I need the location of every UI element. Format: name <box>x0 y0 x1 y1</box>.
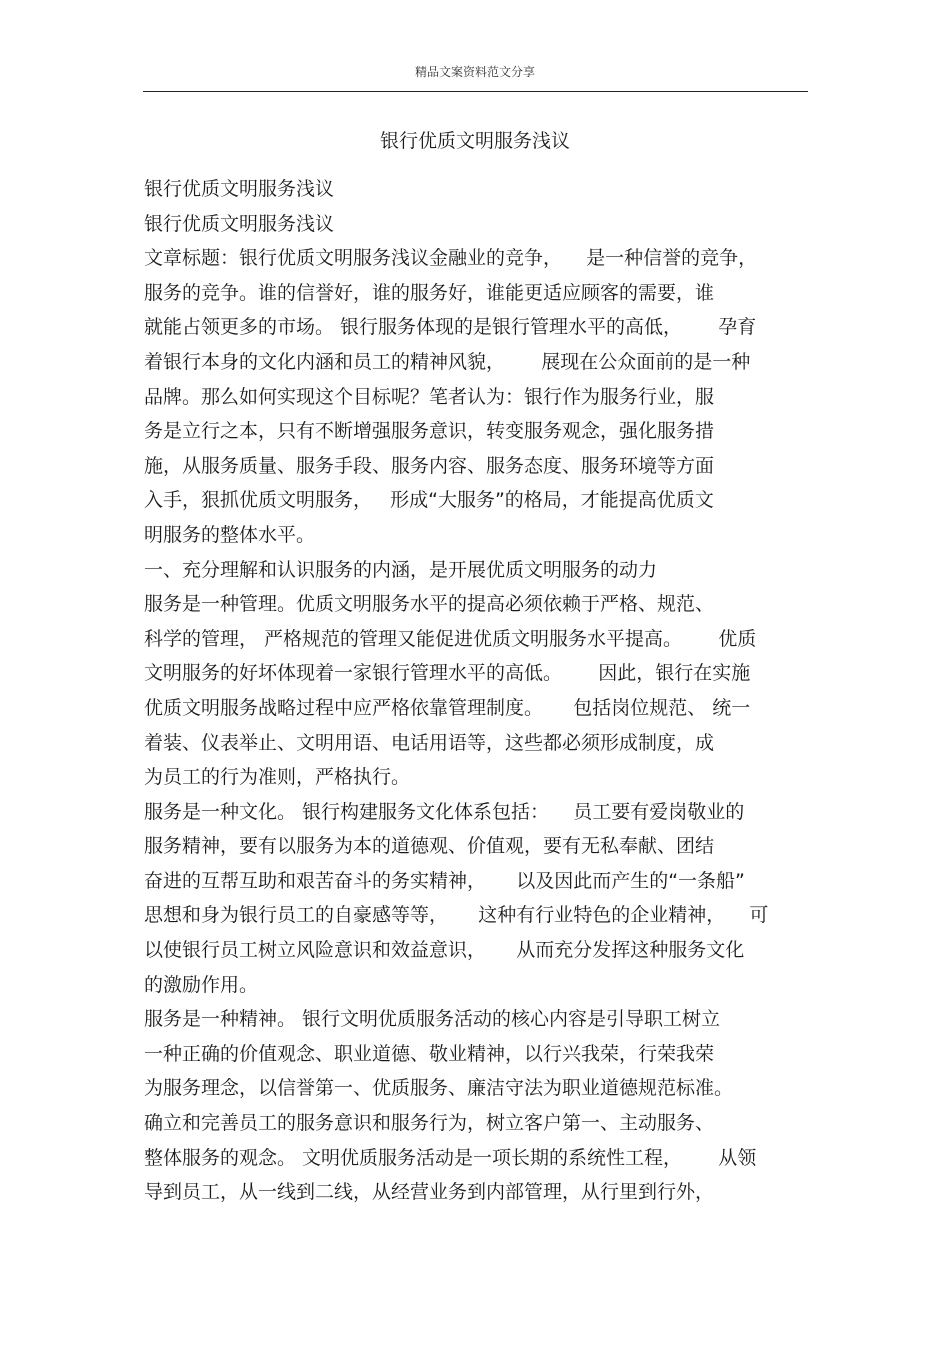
body-line: 以使银行员工树立风险意识和效益意识， 从而充分发挥这种服务文化 <box>144 939 745 962</box>
body-line: 的激励作用。 <box>144 973 259 996</box>
header-divider <box>143 91 808 92</box>
body-line: 为服务理念，以信誉第一、优质服务、廉洁守法为职业道德规范标准。 <box>144 1077 734 1100</box>
body-line: 一种正确的价值观念、职业道德、敬业精神，以行兴我荣，行荣我荣 <box>144 1042 715 1065</box>
body-line: 整体服务的观念。 文明优质服务活动是一项长期的系统性工程， 从领 <box>144 1146 757 1169</box>
body-line: 文明服务的好坏体现着一家银行管理水平的高低。 因此，银行在实施 <box>144 662 751 685</box>
body-line: 品牌。那么如何实现这个目标呢？笔者认为：银行作为服务行业，服 <box>144 385 715 408</box>
body-line: 导到员工，从一线到二线，从经营业务到内部管理，从行里到行外， <box>144 1181 715 1204</box>
body-line: 着装、仪表举止、文明用语、电话用语等，这些都必须形成制度，成 <box>144 731 715 754</box>
section-heading: 一、充分理解和认识服务的内涵，是开展优质文明服务的动力 <box>144 558 658 581</box>
body-line: 施，从服务质量、服务手段、服务内容、服务态度、服务环境等方面 <box>144 454 715 477</box>
document-title: 银行优质文明服务浅议 <box>379 130 570 152</box>
body-line: 服务精神，要有以服务为本的道德观、价值观，要有无私奉献、团结 <box>144 835 715 858</box>
body-line: 优质文明服务战略过程中应严格依靠管理制度。 包括岗位规范、 统一 <box>144 696 751 719</box>
page-header: 精品文案资料范文分享 <box>414 65 535 79</box>
body-line: 服务是一种文化。 银行构建服务文化体系包括： 员工要有爱岗敬业的 <box>144 800 745 823</box>
body-line: 服务是一种精神。 银行文明优质服务活动的核心内容是引导职工树立 <box>144 1008 721 1031</box>
body-line: 就能占领更多的市场。 银行服务体现的是银行管理水平的高低， 孕育 <box>144 316 757 339</box>
body-line: 奋进的互帮互助和艰苦奋斗的务实精神， 以及因此而产生的“一条船” <box>144 869 745 892</box>
body-line: 思想和身为银行员工的自豪感等等， 这种有行业特色的企业精神， 可 <box>144 904 769 927</box>
body-line: 服务的竞争。谁的信誉好，谁的服务好，谁能更适应顾客的需要，谁 <box>144 281 715 304</box>
body-line: 务是立行之本，只有不断增强服务意识，转变服务观念，强化服务措 <box>144 420 715 443</box>
body-line: 银行优质文明服务浅议 <box>144 212 335 235</box>
body-line: 确立和完善员工的服务意识和服务行为，树立客户第一、主动服务、 <box>144 1112 715 1135</box>
body-line: 科学的管理， 严格规范的管理又能促进优质文明服务水平提高。 优质 <box>144 627 757 650</box>
body-line: 银行优质文明服务浅议 <box>144 178 335 200</box>
body-line: 着银行本身的文化内涵和员工的精神风貌， 展现在公众面前的是一种 <box>144 350 751 373</box>
document-body <box>144 172 812 1210</box>
body-line: 入手，狠抓优质文明服务， 形成“大服务”的格局，才能提高优质文 <box>144 489 714 512</box>
body-line: 服务是一种管理。优质文明服务水平的提高必须依赖于严格、规范、 <box>144 593 715 616</box>
body-line: 明服务的整体水平。 <box>144 523 316 546</box>
body-line: 文章标题：银行优质文明服务浅议金融业的竞争， 是一种信誉的竞争， <box>144 247 758 270</box>
body-line: 为员工的行为准则，严格执行。 <box>144 766 411 789</box>
